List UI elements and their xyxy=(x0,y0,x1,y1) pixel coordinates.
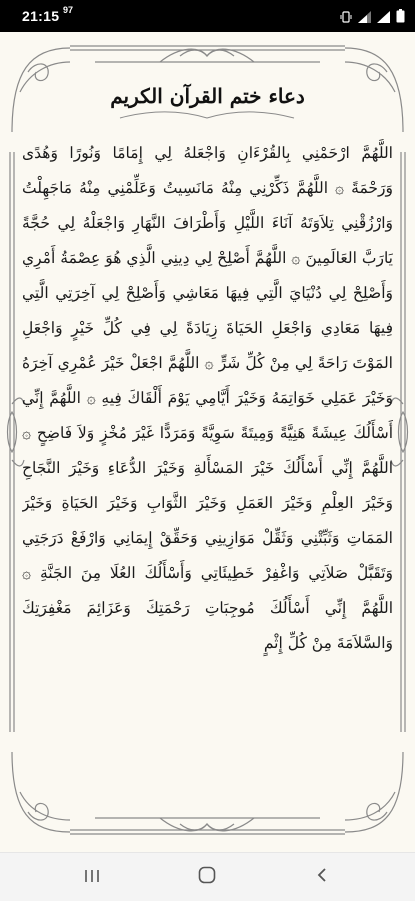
signal-icon xyxy=(377,10,390,28)
status-bar xyxy=(0,0,415,32)
back-button[interactable] xyxy=(300,865,344,889)
battery-icon xyxy=(396,9,405,28)
vibrate-icon xyxy=(340,10,352,28)
back-icon xyxy=(316,867,328,887)
status-time: 21:15 xyxy=(22,8,60,24)
home-button[interactable] xyxy=(185,865,229,889)
dua-page xyxy=(0,32,415,852)
dua-text: اللَّهُمَّ ارْحَمْنِي بِالقُرْءَانِ وَاجْعَلهُ لِي إِمَامًا وَنُورًا وَهُدًى وَرَحْمَةً ۞ اللَّهُمَّ ذَكِّرْنِي مِنْهُ مَانَسِيتُ وَعَلِّمْنِي مِنْهُ مَاجَهِلْتُ وَارْزُقْنِي تِلاَوَتَهُ آنَاءَ اللَّيْلِ وَأَطْرَافَ النَّهَارِ وَاجْعَلْهُ لِي حُجَّةً يَارَبَّ العَالَمِينَ ۞ اللَّهُمَّ أَصْلِحْ لِي دِينِي الَّذِي هُوَ عِصْمَةُ أَمْرِي وَأَصْلِحْ لِي دُنْيَايَ الَّتِي فِيهَا مَعَاشِي وَأَصْلِحْ لِي آخِرَتِي الَّتِي فِيهَا مَعَادِي وَاجْعَلِ الحَيَاةَ زِيَادَةً لِي فِي كُلِّ خَيْرٍ وَاجْعَلِ المَوْتَ رَاحَةً لِي مِنْ كُلِّ شَرٍّ ۞ اللَّهُمَّ اجْعَلْ خَيْرَ عُمْرِي آخِرَهُ وَخَيْرَ عَمَلِي خَوَاتِمَهُ وَخَيْرَ أَيَّامِي يَوْمَ أَلْقَاكَ فِيهِ ۞ اللَّهُمَّ إِنِّي أَسْأَلُكَ عِيشَةً هَنِيَّةً وَمِيتَةً سَوِيَّةً وَمَرَدًّا غَيْرَ مُخْزٍ وَلاَ فَاضِحٍ ۞ اللَّهُمَّ إِنِّي أَسْأَلُكَ خَيْرَ المَسْأَلةِ وَخَيْرَ الدُّعَاءِ وَخَيْرَ النَّجَاحِ وَخَيْرَ العِلْمِ وَخَيْرَ العَمَلِ وَخَيْرَ الثَّوَابِ وَخَيْرَ الحَيَاةِ وَخَيْرَ المَمَاتِ وَثَبِّتْنِي وَثَقِّلْ مَوَازِينِي وَحَقِّقْ إِيمَانِي وَارْفَعْ دَرَجَتِي وَتَقَبَّلْ صَلاَتِي وَاغْفِرْ خَطِيئَاتِي وَأَسْأَلُكَ العُلَا مِنَ الجَنَّةِ ۞ اللَّهُمَّ إِنِّي أَسْأَلُكَ مُوجِبَاتِ رَحْمَتِكَ وَعَزَائِمَ مَغْفِرَتِكَ وَالسَّلاَمَةَ مِنْ كُلِّ إِثْمٍ xyxy=(22,144,393,652)
navigation-bar xyxy=(0,852,415,901)
signal-icon xyxy=(358,10,371,28)
data-speed-value: 97 xyxy=(63,5,74,15)
status-icons xyxy=(340,9,405,28)
recents-icon xyxy=(84,868,100,887)
recents-button[interactable] xyxy=(70,865,114,889)
home-icon xyxy=(198,866,216,888)
data-speed-indicator xyxy=(63,6,73,14)
page-title: دعاء ختم القرآن الكريم xyxy=(110,84,305,108)
